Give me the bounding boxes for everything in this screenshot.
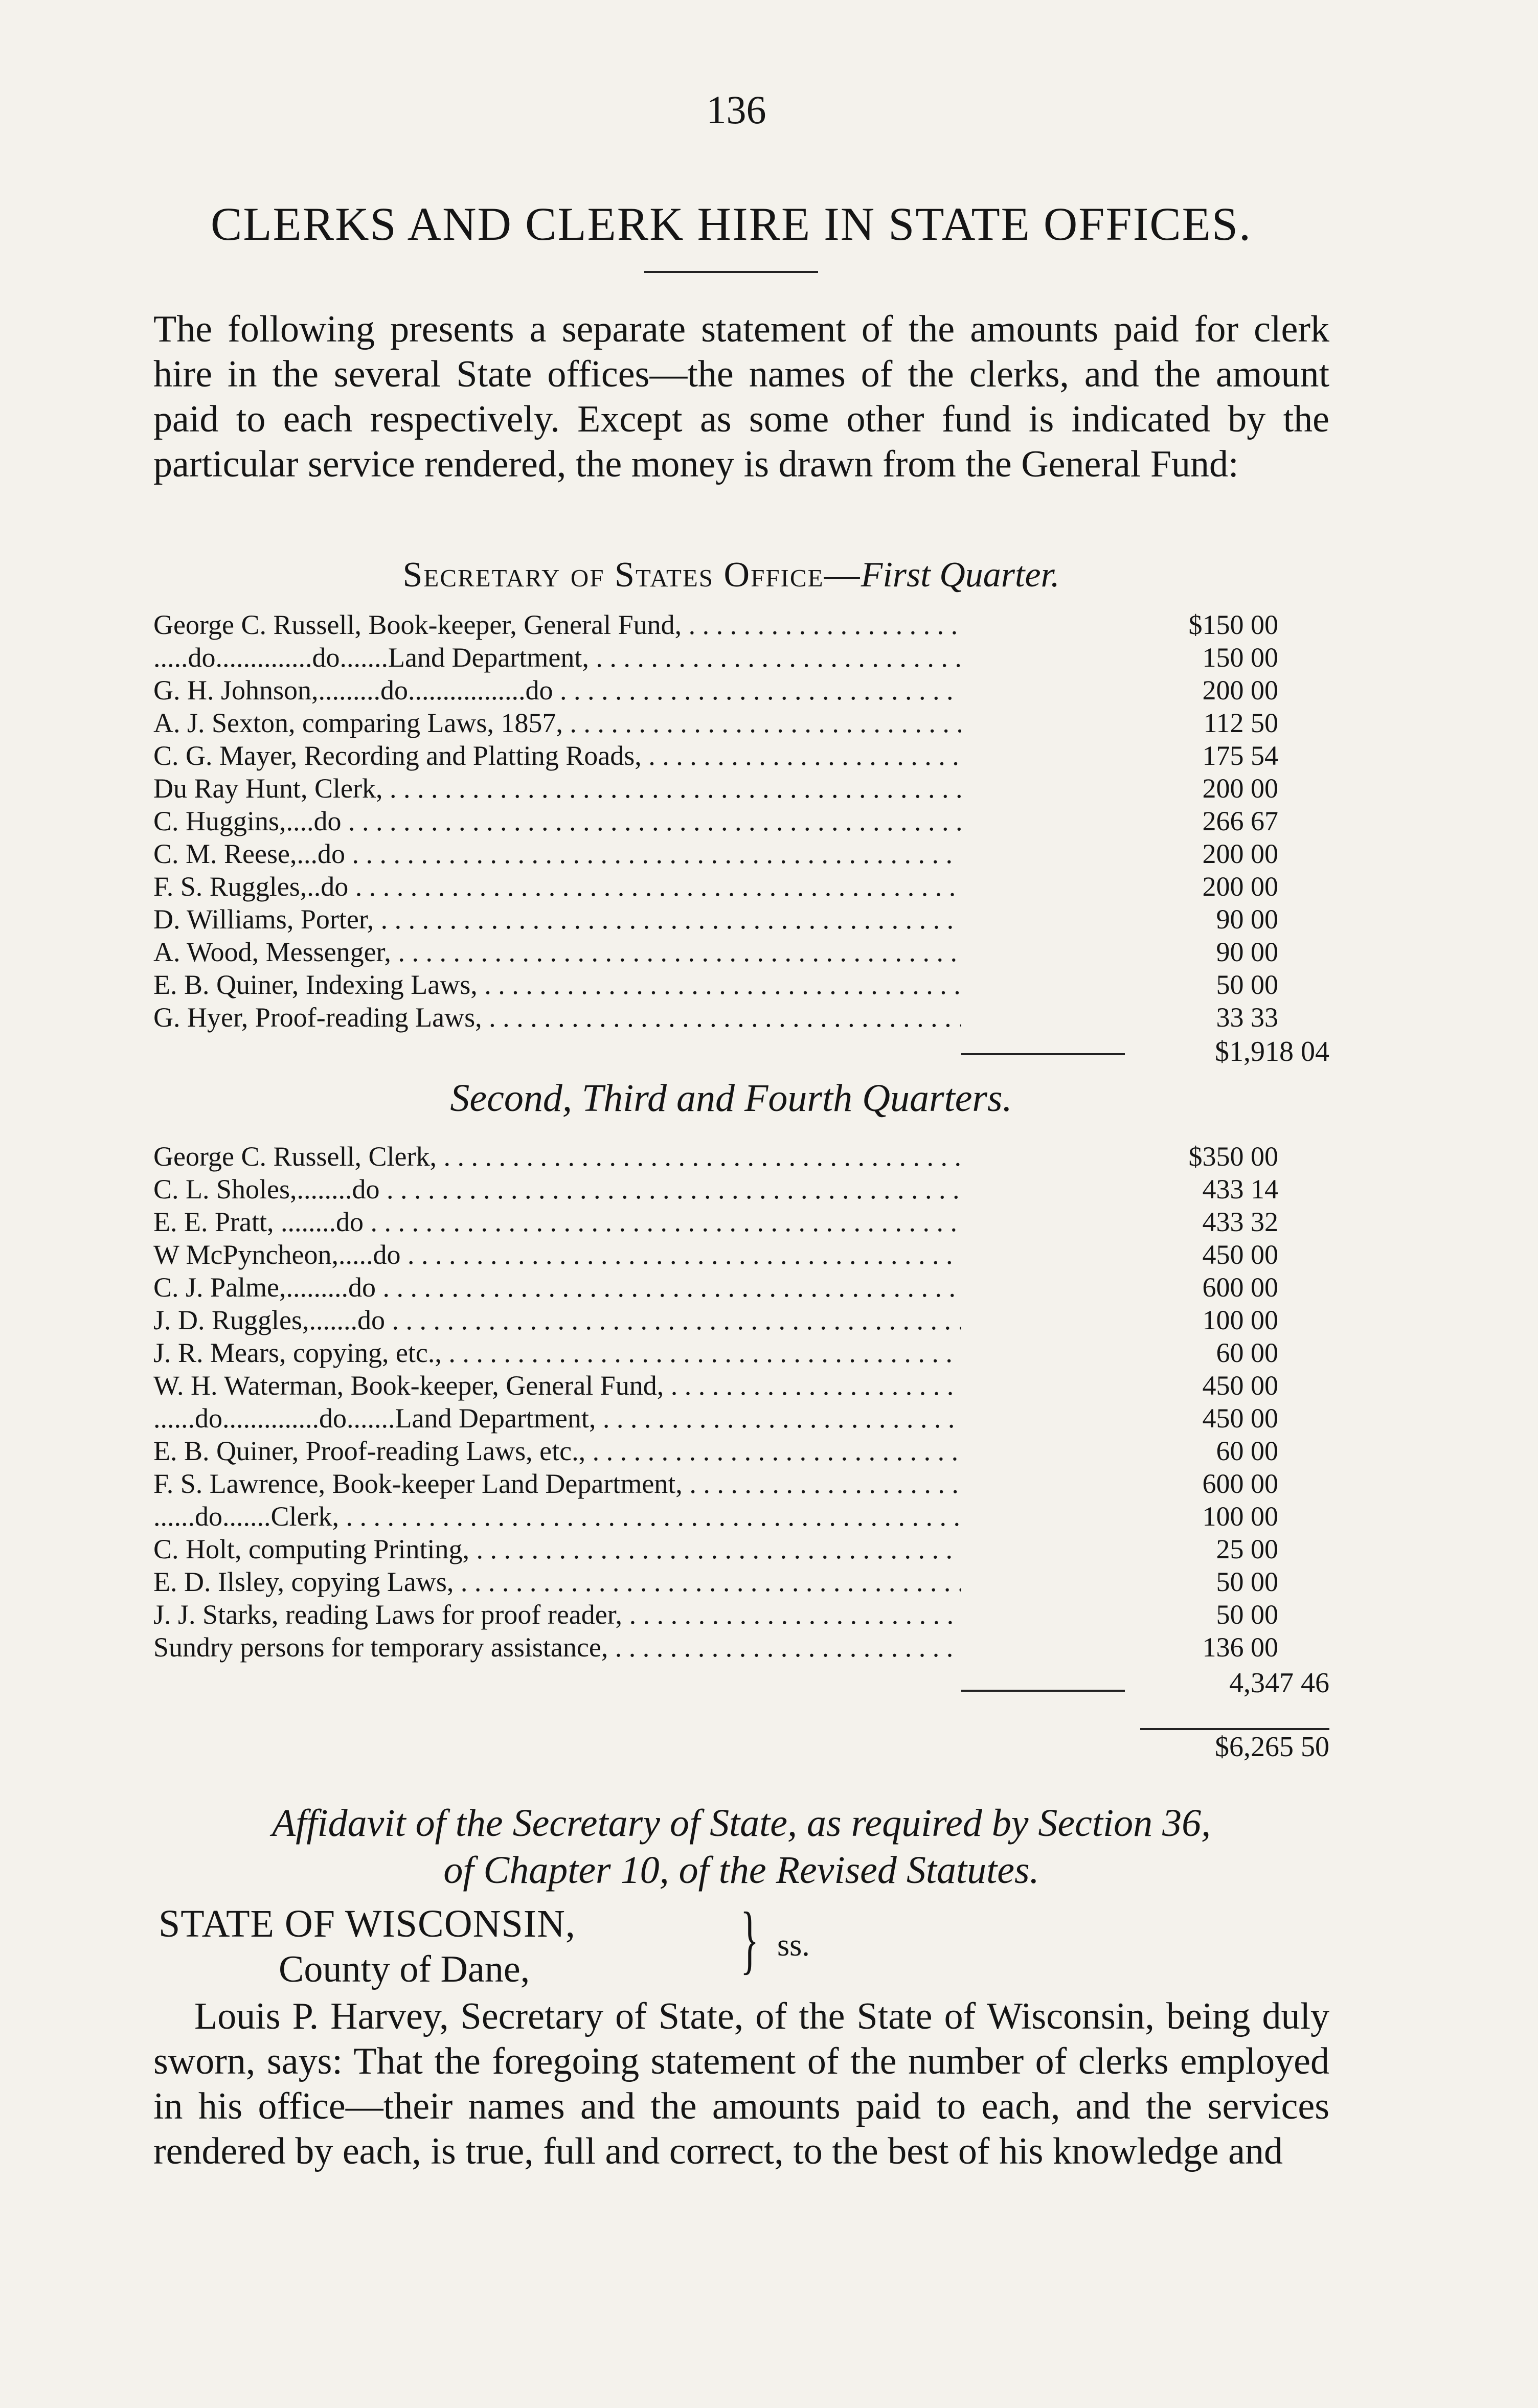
row-desc: W. H. Waterman, Book-keeper, General Fund, . . . [153, 1369, 961, 1402]
row-amount: 433 32 [1202, 1207, 1278, 1237]
row-amount: 100 00 [1202, 1501, 1278, 1532]
row-desc: J. J. Starks, reading Laws for proof reader, . . . [153, 1598, 961, 1631]
row-amount: 136 00 [1202, 1632, 1278, 1663]
row-desc: J. D. Ruggles,.......do . . . [153, 1304, 961, 1336]
row-amount: 100 00 [1202, 1305, 1278, 1335]
row-desc: A. J. Sexton, comparing Laws, 1857, . . . [153, 707, 961, 739]
first-quarter-subtotal: $1,918 04 [1215, 1036, 1329, 1067]
row-desc: C. G. Mayer, Recording and Platting Roads, . . . [153, 739, 961, 772]
row-amount: 600 00 [1202, 1468, 1278, 1499]
row-amount: 112 50 [1203, 708, 1278, 738]
page-number: 136 [706, 87, 766, 132]
affidavit-heading-line-2: of Chapter 10, of the Revised Statutes. [443, 1849, 1039, 1892]
row-amount: 200 00 [1202, 838, 1278, 869]
grand-total: $6,265 50 [1215, 1731, 1329, 1763]
row-desc: C. Holt, computing Printing, . . . [153, 1533, 961, 1565]
row-desc: E. B. Quiner, Indexing Laws, . . . [153, 968, 961, 1001]
row-desc: C. Huggins,....do . . . [153, 805, 961, 837]
row-desc: J. R. Mears, copying, etc., . . . [153, 1336, 961, 1369]
page-title: CLERKS AND CLERK HIRE IN STATE OFFICES. [210, 198, 1252, 250]
row-amount: 450 00 [1202, 1239, 1278, 1270]
row-amount: 60 00 [1216, 1337, 1278, 1368]
first-quarter-office: Secretary of States Office— [402, 555, 861, 595]
later-quarters-subtotal: 4,347 46 [1229, 1667, 1329, 1699]
first-quarter-label: First Quarter. [861, 555, 1060, 595]
row-desc: ......do.......Clerk, . . . [153, 1500, 961, 1533]
row-desc: C. M. Reese,...do . . . [153, 837, 961, 870]
row-desc: George C. Russell, Clerk, . . . [153, 1140, 961, 1173]
row-amount: 50 00 [1216, 969, 1278, 1000]
grand-total-rule [1140, 1728, 1329, 1730]
row-amount: 200 00 [1202, 871, 1278, 902]
row-desc: F. S. Lawrence, Book-keeper Land Department, . . . [153, 1467, 961, 1500]
row-desc: G. H. Johnson,.........do.................do . . . [153, 674, 961, 707]
row-desc: G. Hyer, Proof-reading Laws, . . . [153, 1001, 961, 1034]
oath-paragraph: Louis P. Harvey, Secretary of State, of the State of Wisconsin, being duly sworn, says: That the foregoing statement of the number of clerks employed in his office—their names and the amounts paid to each, and the services rendered by each, is true, full and correct, to the best of his knowledge and [153, 1995, 1329, 2172]
row-amount: 50 00 [1216, 1566, 1278, 1597]
row-desc: E. D. Ilsley, copying Laws, . . . [153, 1565, 961, 1598]
row-desc: F. S. Ruggles,..do . . . [153, 870, 961, 903]
row-amount: 33 33 [1216, 1002, 1278, 1033]
row-amount: 433 14 [1202, 1174, 1278, 1205]
row-amount: 150 00 [1202, 642, 1278, 673]
row-amount: 200 00 [1202, 773, 1278, 804]
row-amount: 90 00 [1216, 904, 1278, 935]
row-amount: 266 67 [1202, 806, 1278, 836]
row-desc: C. L. Sholes,........do . . . [153, 1173, 961, 1206]
row-desc: Du Ray Hunt, Clerk, . . . [153, 772, 961, 805]
venue-county: County of Dane, [279, 1948, 530, 1990]
row-amount: 90 00 [1216, 937, 1278, 967]
later-quarters-heading: Second, Third and Fourth Quarters. [450, 1077, 1012, 1120]
row-desc: E. B. Quiner, Proof-reading Laws, etc., . . . [153, 1435, 961, 1467]
row-desc: E. E. Pratt, ........do . . . [153, 1206, 961, 1238]
row-desc: .....do..............do.......Land Department, . . . [153, 641, 961, 674]
row-amount: 60 00 [1216, 1436, 1278, 1466]
row-amount: $350 00 [1188, 1141, 1278, 1172]
intro-paragraph: The following presents a separate statement of the amounts paid for clerk hire in the several State offices—the names of the clerks, and the amount paid to each respectively. Except as some other fund is indicated by the particular service rendered, the money is drawn from the General Fund: [153, 308, 1329, 485]
later-quarters-sum-rule [961, 1690, 1125, 1692]
row-amount: 200 00 [1202, 675, 1278, 706]
venue-ss: ss. [777, 1928, 810, 1963]
row-desc: A. Wood, Messenger, . . . [153, 936, 961, 968]
affidavit-heading-line-1: Affidavit of the Secretary of State, as required by Section 36, [272, 1802, 1211, 1845]
affidavit-heading [153, 1800, 1329, 1894]
row-amount: $150 00 [1188, 609, 1278, 640]
row-amount: 450 00 [1202, 1403, 1278, 1434]
row-amount: 25 00 [1216, 1534, 1278, 1564]
first-quarter-heading [0, 555, 1462, 596]
row-amount: 175 54 [1202, 740, 1278, 771]
row-amount: 50 00 [1216, 1599, 1278, 1630]
venue-brace: } [740, 1897, 759, 1982]
row-amount: 450 00 [1202, 1370, 1278, 1401]
venue-state: STATE OF WISCONSIN, [159, 1902, 576, 1945]
row-desc: Sundry persons for temporary assistance, . . . [153, 1631, 961, 1664]
row-desc: ......do..............do.......Land Department, . . . [153, 1402, 961, 1435]
title-rule [644, 271, 818, 273]
row-amount: 600 00 [1202, 1272, 1278, 1303]
row-desc: C. J. Palme,.........do . . . [153, 1271, 961, 1304]
row-desc: W McPyncheon,.....do . . . [153, 1238, 961, 1271]
row-desc: D. Williams, Porter, . . . [153, 903, 961, 936]
first-quarter-sum-rule [961, 1053, 1125, 1055]
row-desc: George C. Russell, Book-keeper, General Fund, . . . [153, 608, 961, 641]
